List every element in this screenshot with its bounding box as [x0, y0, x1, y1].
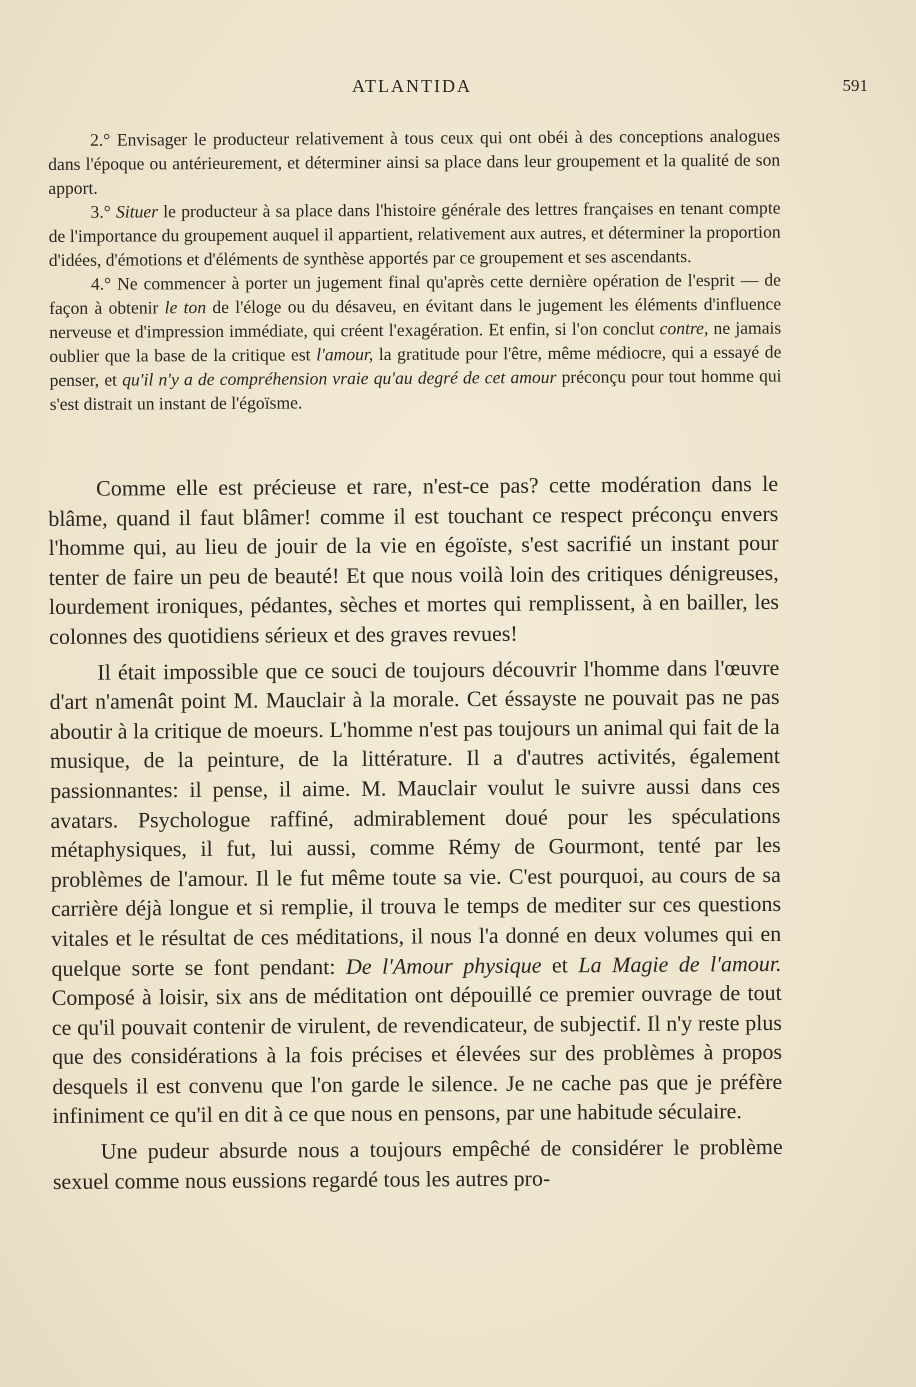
numbered-criteria-block	[48, 124, 782, 416]
criterion-4-italic-comprehension: qu'il n'y a de compréhension vraie qu'au degré de cet amour	[122, 366, 557, 390]
criterion-3-italic: Situer	[115, 201, 159, 222]
main-text-block	[48, 469, 783, 1196]
book-title-amour-physique: De l'Amour physique	[345, 952, 542, 979]
paragraph-moderation: Comme elle est précieuse et rare, n'est-ce pas? cette modération dans le blâme, quand il faut blâmer! comme il est touchant ce respect préconçu envers l'homme qui, au lieu de jouir de la vie en égoïste, s'est sacrifié un instant pour tenter de faire un peu de beauté! Et que nous voilà loin des critiques dénigreuses, lourdement ironiques, pédantes, sèches et mortes qui remplissent, à en bailler, les colonnes des quotidiens sérieux et des graves revues!	[48, 470, 779, 649]
criterion-4-text-c: ne jamais oublier que la base de la critique est	[49, 317, 782, 366]
criterion-4-text-e: préconçu pour tout homme qui s'est distrait un instant de l'égoïsme.	[49, 365, 782, 414]
criterion-4-text-d: la gratitude pour l'être, même médiocre, qui a essayé de penser, et	[49, 341, 782, 390]
criterion-3-number: 3.°	[90, 201, 117, 222]
book-title-magie-amour: La Magie de l'amour.	[578, 950, 782, 977]
paragraph-mauclair-text-b: et	[541, 951, 579, 978]
criterion-4	[49, 268, 782, 416]
page-number: 591	[842, 76, 868, 95]
running-title: ATLANTIDA	[352, 76, 472, 96]
paragraph-mauclair	[49, 652, 782, 1131]
paragraph-mauclair-text-c: Composé à loisir, six ans de méditation ont dépouillé ce premier ouvrage de tout ce qu'il pouvait contenir de virulent, de revendicateur, de subjectif. Il n'y reste plus que des considérations à la fois précises et élevées sur des problèmes à propos desquels il est convenu que l'on garde le silence. Je ne cache pas que je préfère infiniment ce qu'il en dit à ce que nous en pensons, par une habitude séculaire.	[51, 979, 783, 1129]
criterion-4-italic-contre: contre,	[659, 317, 709, 339]
criterion-4-italic-ton: le ton	[164, 297, 207, 318]
criterion-4-italic-amour: l'amour,	[316, 344, 374, 365]
running-header	[48, 76, 868, 102]
criterion-3-text: le producteur à sa place dans l'histoire générale des lettres françaises en tenant compte de l'importance du groupement auquel il appartient, relativement aux autres, et déterminer la proportion d'idées, d'émotions et d'éléments de synthèse apportés par ce groupement et ses ascendants.	[48, 197, 781, 270]
criterion-2: 2.° Envisager le producteur relativement à tous ceux qui ont obéi à des conceptions analogues dans l'époque ou antérieurement, et déterminer ainsi sa place dans leur groupement et la qualité de son apport.	[48, 125, 781, 198]
criterion-4-text-b: de l'éloge ou du désaveu, en évitant dans le jugement les éléments d'influence nerveuse et d'impression immédiate, qui créent l'exagération. Et enfin, si l'on conclut	[49, 293, 782, 342]
criterion-3	[48, 196, 780, 272]
criterion-4-text-a: 4.° Ne commencer à porter un jugement final qu'après cette dernière opération de l'esprit — de façon à obtenir	[49, 269, 782, 318]
paragraph-pudeur: Une pudeur absurde nous a toujours empêché de considérer le problème sexuel comme nous eussions regardé tous les autres pro-	[52, 1133, 783, 1194]
paragraph-mauclair-text-a: Il était impossible que ce souci de toujours découvrir l'homme dans l'œuvre d'art n'amenât point M. Mauclair à la morale. Cet éssayste ne pouvait pas ne pas aboutir à la critique de moeurs. L'homme n'est pas toujours un animal qui fait de la musique, de la peinture, de la littérature. Il a d'autres activités, également passionnantes: il pense, il aime. M. Mauclair voulut le suivre aussi dans ces avatars. Psychologue raffiné, admirablement doué pour les spéculations métaphysiques, il fut, lui aussi, comme Rémy de Gourmont, tenté par les problèmes de l'amour. Il le fut même toute sa vie. C'est pourquoi, au cours de sa carrière déjà longue et si remplie, il trouva le temps de mediter sur ces questions vitales et le résultat de ces méditations, il nous l'a donné en deux volumes qui en quelque sorte se font pendant:	[49, 654, 782, 981]
